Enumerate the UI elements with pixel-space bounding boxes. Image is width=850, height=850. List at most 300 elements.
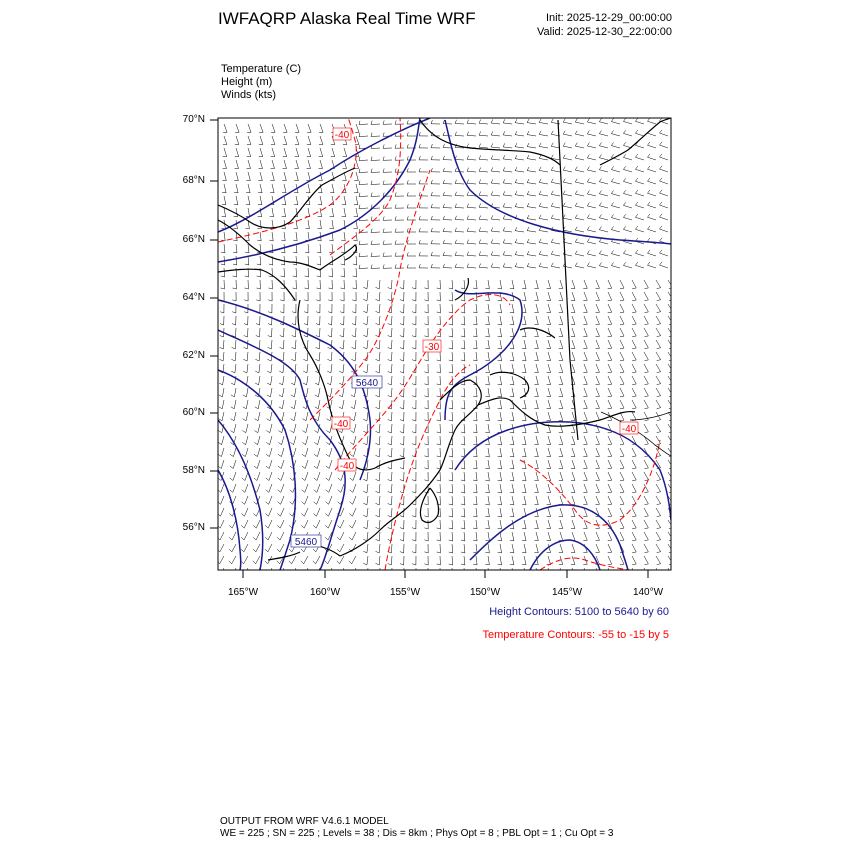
- wind-barb: [371, 157, 380, 161]
- wind-barb: [559, 424, 563, 433]
- wind-barb: [230, 448, 236, 457]
- wind-barb: [449, 412, 453, 421]
- wind-barb: [467, 168, 476, 172]
- wind-barb: [515, 131, 524, 136]
- wind-barb: [473, 556, 477, 565]
- wind-barb: [547, 304, 551, 313]
- wind-barb: [266, 496, 272, 504]
- wind-barb: [254, 472, 260, 481]
- wind-barb: [315, 388, 320, 397]
- wind-barb: [571, 472, 575, 481]
- wind-barb: [608, 472, 612, 481]
- wind-barb: [302, 484, 308, 492]
- wind-barb: [510, 556, 514, 565]
- wind-barb: [412, 352, 416, 361]
- wind-barb: [277, 508, 284, 516]
- wind-barb: [337, 556, 344, 564]
- wind-barb: [668, 556, 673, 565]
- wind-barb: [644, 352, 648, 361]
- wind-barb: [522, 556, 526, 565]
- wind-barb: [599, 202, 608, 208]
- wind-barb: [455, 120, 464, 124]
- wind-barb: [258, 184, 262, 193]
- wind-barb: [412, 520, 416, 529]
- wind-barb: [424, 544, 428, 553]
- wind-barb: [230, 484, 236, 492]
- wind-barb: [265, 520, 272, 528]
- wind-barb: [648, 118, 657, 124]
- wind-barb: [383, 145, 392, 149]
- wind-barb: [302, 424, 308, 433]
- wind-barb: [510, 328, 514, 337]
- wind-barb: [611, 166, 620, 172]
- wind-barb: [571, 280, 575, 289]
- wind-barb: [412, 508, 416, 517]
- wind-barb: [668, 376, 673, 385]
- wind-barb: [599, 154, 608, 160]
- valid-time: Valid: 2025-12-30_22:00:00: [537, 26, 672, 38]
- wind-barb: [632, 316, 636, 325]
- wind-barb: [424, 304, 428, 313]
- wind-barb: [547, 292, 551, 301]
- wind-barb: [301, 520, 308, 528]
- wind-barb: [479, 168, 488, 173]
- lon-label-140: 140°W: [632, 587, 664, 598]
- wind-barb: [522, 340, 526, 349]
- wind-barb: [668, 292, 673, 301]
- wind-barb: [230, 472, 236, 481]
- wind-barb: [583, 436, 587, 445]
- wind-barb: [243, 352, 248, 361]
- wind-barb: [267, 412, 272, 421]
- wind-barb: [449, 568, 453, 577]
- wind-barb: [339, 376, 344, 385]
- wind-barb: [220, 292, 224, 301]
- wind-barb: [424, 460, 428, 469]
- coastlines: [218, 118, 671, 560]
- wind-barb: [510, 436, 514, 445]
- wind-barb: [449, 304, 453, 313]
- wind-barb: [328, 328, 332, 337]
- wind-barb: [223, 124, 227, 133]
- wind-barb: [620, 520, 624, 529]
- wind-barb: [510, 532, 514, 541]
- wind-barb: [575, 179, 584, 184]
- wind-barb: [563, 131, 572, 136]
- wind-barb: [491, 227, 500, 232]
- wind-barb: [363, 340, 368, 349]
- wind-barb: [587, 179, 596, 185]
- wind-barb: [498, 544, 502, 553]
- wind-barb: [534, 568, 538, 577]
- wind-barb: [620, 460, 624, 469]
- wind-barb: [327, 364, 332, 373]
- wind-barb: [376, 472, 381, 481]
- wind-barb: [527, 155, 536, 160]
- wind-barb: [431, 264, 440, 268]
- wind-barb: [424, 364, 428, 373]
- wind-barb: [571, 532, 575, 541]
- wind-barb: [563, 191, 572, 196]
- wind-barb: [656, 352, 661, 361]
- wind-barb: [376, 424, 381, 433]
- lon-label-145: 145°W: [551, 587, 583, 598]
- wind-barb: [596, 376, 600, 385]
- wind-barb: [510, 364, 514, 373]
- wind-barb: [327, 352, 332, 361]
- wind-barb: [656, 316, 661, 325]
- wind-barb: [632, 412, 636, 421]
- wind-barb: [611, 178, 620, 184]
- wind-barb: [473, 280, 477, 289]
- lat-label-68: 68°N: [182, 175, 205, 186]
- wind-barb: [359, 193, 368, 197]
- wind-barb: [571, 448, 575, 457]
- wind-barb: [510, 280, 514, 289]
- wind-barb: [656, 520, 661, 529]
- wind-barb: [376, 364, 381, 373]
- wind-barb: [267, 376, 272, 385]
- wind-barb: [559, 496, 563, 505]
- wind-barb: [461, 496, 465, 505]
- wind-barb: [551, 167, 560, 172]
- wind-barb: [241, 520, 248, 528]
- wind-barb: [611, 250, 620, 256]
- wind-barb: [400, 304, 404, 313]
- wind-barb: [583, 316, 587, 325]
- wind-barb: [644, 280, 648, 289]
- wind-barb: [326, 460, 332, 469]
- wind-barb: [644, 364, 648, 373]
- wind-barb: [242, 436, 248, 445]
- wind-barb: [407, 252, 416, 256]
- wind-barb: [255, 412, 260, 421]
- lon-label-155: 155°W: [389, 587, 421, 598]
- wind-barb: [479, 264, 488, 269]
- wind-barb: [363, 568, 368, 577]
- wind-barb: [326, 448, 332, 457]
- wind-barb: [534, 316, 538, 325]
- wind-barb: [419, 264, 428, 268]
- wind-barb: [547, 568, 551, 577]
- wind-barb: [256, 328, 260, 337]
- wind-barb: [247, 136, 251, 145]
- wind-barb: [491, 215, 500, 220]
- wind-barb: [395, 120, 404, 124]
- wind-barb: [648, 262, 657, 268]
- wind-barb: [656, 364, 661, 373]
- wind-barb: [635, 190, 644, 196]
- wind-barb: [620, 292, 624, 301]
- lon-label-165: 165°W: [227, 587, 259, 598]
- wind-barb: [575, 143, 584, 148]
- temp-label-3: -40: [333, 419, 349, 430]
- wind-barb: [314, 472, 320, 481]
- wind-barb: [305, 268, 309, 277]
- wind-barb: [632, 544, 636, 553]
- wind-barb: [424, 448, 428, 457]
- wind-barb: [551, 203, 560, 208]
- wind-barb: [510, 496, 514, 505]
- wind-barb: [648, 154, 657, 160]
- wind-barb: [395, 264, 404, 268]
- wind-barb: [419, 228, 428, 232]
- wind-barb: [587, 239, 596, 245]
- wind-barb: [341, 280, 345, 289]
- wind-barb: [534, 412, 538, 421]
- wind-barb: [306, 172, 310, 181]
- wind-barb: [608, 316, 612, 325]
- wind-barb: [231, 388, 236, 397]
- wind-barb: [291, 388, 296, 397]
- wind-barb: [243, 400, 248, 409]
- wind-barb: [510, 352, 514, 361]
- wind-barb: [479, 192, 488, 197]
- wind-barb: [587, 143, 596, 149]
- wind-barb: [314, 436, 320, 445]
- wind-barb: [400, 568, 404, 577]
- wind-barb: [668, 340, 673, 349]
- wind-barb: [551, 263, 560, 268]
- wind-barb: [485, 556, 489, 565]
- wind-barb: [563, 155, 572, 160]
- wind-barb: [337, 544, 344, 552]
- wind-barb: [547, 436, 551, 445]
- wind-barb: [551, 215, 560, 220]
- wind-barb: [583, 568, 587, 577]
- wind-barb: [461, 544, 465, 553]
- wind-barb: [294, 196, 298, 205]
- wind-barb: [491, 119, 500, 124]
- wind-barb: [437, 436, 441, 445]
- wind-barb: [437, 412, 441, 421]
- wind-barb: [359, 169, 368, 173]
- wind-barb: [254, 448, 260, 457]
- wind-barb: [283, 124, 287, 133]
- wind-barb: [503, 167, 512, 172]
- wind-barb: [551, 251, 560, 256]
- wind-barb: [644, 544, 648, 553]
- wind-barb: [326, 424, 332, 433]
- wind-barb: [449, 472, 453, 481]
- wind-barb: [534, 448, 538, 457]
- wind-barb: [623, 154, 632, 160]
- wind-barb: [596, 448, 600, 457]
- wind-barb: [220, 340, 224, 349]
- wind-barb: [455, 228, 464, 232]
- wind-barb: [599, 118, 608, 124]
- wind-barb: [620, 388, 624, 397]
- wind-barb: [431, 156, 440, 160]
- wind-barb: [473, 352, 477, 361]
- wind-barb: [271, 136, 275, 145]
- wind-barb: [431, 228, 440, 232]
- wind-barb: [376, 388, 381, 397]
- wind-barb: [256, 292, 260, 301]
- wind-barb: [443, 120, 452, 124]
- wind-barb: [265, 508, 272, 516]
- wind-barb: [596, 568, 600, 577]
- wind-barb: [485, 472, 489, 481]
- wind-barb: [632, 484, 636, 493]
- wind-barb: [363, 292, 368, 301]
- wind-barb: [280, 292, 284, 301]
- wind-barb: [243, 412, 248, 421]
- wind-barb: [583, 460, 587, 469]
- wind-barb: [388, 412, 392, 421]
- wind-barb: [527, 251, 536, 256]
- wind-barb: [498, 460, 502, 469]
- wind-barb: [231, 364, 236, 373]
- wind-barb: [319, 124, 323, 133]
- wind-barb: [371, 121, 380, 125]
- wind-barb: [431, 240, 440, 244]
- wind-barb: [596, 520, 600, 529]
- wind-barb: [291, 376, 296, 385]
- wind-barb: [350, 424, 356, 433]
- wind-barb: [412, 292, 416, 301]
- wind-barb: [351, 388, 356, 397]
- wind-barb: [283, 148, 287, 157]
- wind-barb: [571, 304, 575, 313]
- wind-barb: [330, 184, 334, 193]
- wind-barb: [412, 376, 416, 385]
- wind-barb: [455, 192, 464, 196]
- wind-barb: [547, 316, 551, 325]
- wind-barb: [400, 340, 404, 349]
- wind-barb: [268, 328, 272, 337]
- wind-barb: [232, 340, 236, 349]
- wind-barb: [376, 520, 381, 529]
- wind-barb: [527, 143, 536, 148]
- wind-barb: [293, 268, 297, 277]
- wind-barb: [388, 352, 392, 361]
- wind-barb: [314, 496, 320, 504]
- wind-barb: [668, 316, 673, 325]
- wind-barb: [292, 316, 296, 325]
- wind-barbs: [217, 118, 673, 577]
- wind-barb: [461, 556, 465, 565]
- wind-barb: [359, 205, 368, 209]
- wind-barb: [644, 556, 648, 565]
- wind-barb: [608, 352, 612, 361]
- wind-barb: [510, 508, 514, 517]
- wind-barb: [479, 120, 488, 125]
- wind-barb: [280, 340, 284, 349]
- wind-barb: [388, 436, 392, 445]
- wind-barb: [395, 228, 404, 232]
- wind-barb: [608, 292, 612, 301]
- wind-barb: [383, 157, 392, 161]
- wind-barb: [635, 202, 644, 208]
- wind-barb: [559, 568, 563, 577]
- wind-barb: [241, 544, 248, 552]
- wind-barb: [599, 190, 608, 196]
- wind-barb: [620, 472, 624, 481]
- wind-barb: [316, 328, 320, 337]
- wind-barb: [467, 180, 476, 184]
- wind-barb: [498, 340, 502, 349]
- wind-barb: [363, 484, 368, 493]
- wind-barb: [363, 412, 368, 421]
- wind-barb: [648, 190, 657, 196]
- wind-barb: [359, 241, 368, 245]
- wind-barb: [400, 364, 404, 373]
- wind-barb: [563, 263, 572, 268]
- wind-barb: [668, 484, 673, 493]
- wind-barb: [473, 316, 477, 325]
- wind-barb: [479, 180, 488, 185]
- wind-barb: [473, 436, 477, 445]
- wind-barb: [455, 252, 464, 256]
- wind-barb: [437, 544, 441, 553]
- wind-barb: [498, 568, 502, 577]
- wind-barb: [547, 364, 551, 373]
- wind-barb: [407, 204, 416, 208]
- wind-barb: [623, 262, 632, 268]
- wind-barb: [293, 232, 297, 241]
- wind-barb: [376, 436, 381, 445]
- wind-barb: [326, 496, 332, 504]
- wind-barb: [461, 388, 465, 397]
- wind-barb: [644, 388, 648, 397]
- wind-barb: [534, 484, 538, 493]
- wind-barb: [547, 496, 551, 505]
- wind-barb: [351, 352, 356, 361]
- wind-barb: [498, 316, 502, 325]
- wind-barb: [461, 400, 465, 409]
- wind-barb: [559, 400, 563, 409]
- wind-barb: [437, 520, 441, 529]
- wind-barb: [583, 496, 587, 505]
- wind-barb: [620, 340, 624, 349]
- wind-barb: [295, 124, 299, 133]
- wind-barb: [395, 192, 404, 196]
- wind-barb: [608, 364, 612, 373]
- wind-barb: [559, 292, 563, 301]
- wind-barb: [608, 340, 612, 349]
- wind-barb: [412, 412, 416, 421]
- wind-barb: [632, 400, 636, 409]
- wind-barb: [656, 532, 661, 541]
- wind-barb: [266, 436, 272, 445]
- wind-barb: [632, 280, 636, 289]
- wind-barb: [498, 496, 502, 505]
- wind-barb: [388, 448, 392, 457]
- wind-barb: [328, 292, 332, 301]
- wind-barb: [383, 229, 392, 233]
- wind-barb: [498, 388, 502, 397]
- wind-barb: [498, 364, 502, 373]
- wind-barb: [443, 252, 452, 256]
- wind-barb: [559, 532, 563, 541]
- wind-barb: [278, 472, 284, 481]
- wind-barb: [267, 364, 272, 373]
- wind-barb: [632, 304, 636, 313]
- wind-barb: [388, 472, 392, 481]
- wind-barb: [341, 232, 345, 241]
- wind-barb: [620, 376, 624, 385]
- wind-barb: [644, 424, 648, 433]
- wind-barb: [329, 244, 333, 253]
- wind-barb: [473, 328, 477, 337]
- wind-barb: [660, 178, 669, 184]
- wind-barb: [289, 568, 296, 576]
- wind-barb: [587, 131, 596, 137]
- wind-barb: [473, 496, 477, 505]
- wind-barb: [306, 220, 310, 229]
- wind-barb: [522, 280, 526, 289]
